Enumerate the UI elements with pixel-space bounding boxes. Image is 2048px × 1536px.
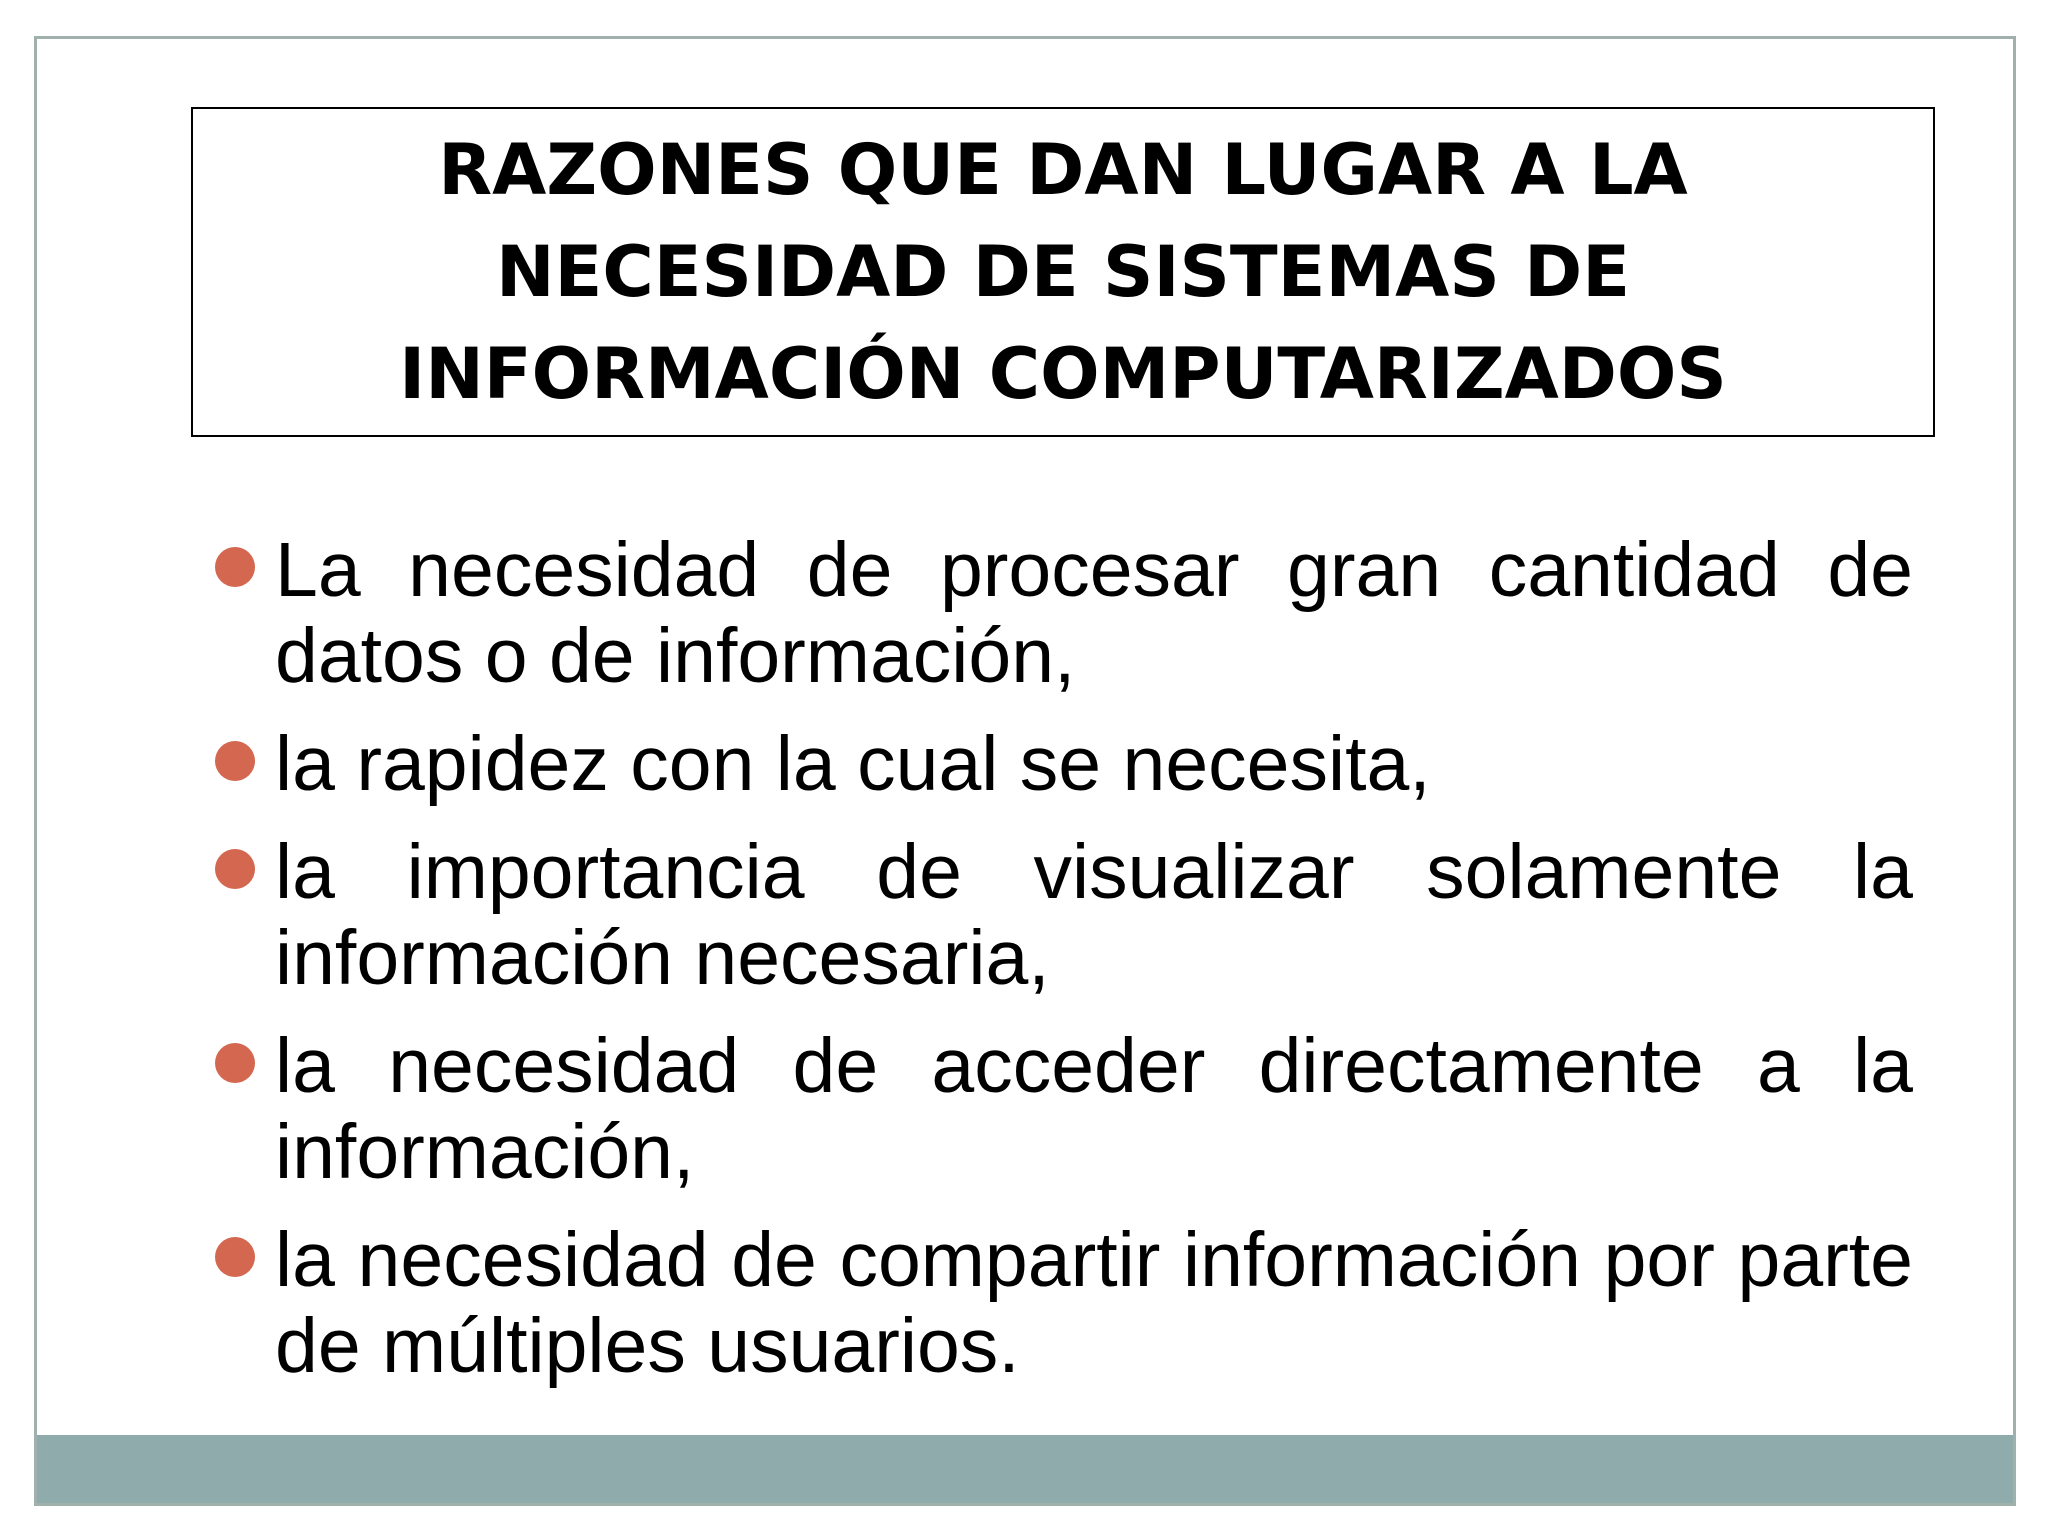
bullet-icon <box>215 741 255 781</box>
title-line-3: INFORMACIÓN COMPUTARIZADOS <box>399 333 1727 415</box>
bullet-icon <box>215 1043 255 1083</box>
slide-title <box>399 119 1727 425</box>
bullet-list <box>209 527 1913 1411</box>
list-item <box>209 1023 1913 1195</box>
list-item <box>209 1217 1913 1389</box>
bullet-icon <box>215 547 255 587</box>
bullet-text: la importancia de visualizar solamente la información necesaria, <box>275 829 1913 1001</box>
bullet-icon <box>215 1237 255 1277</box>
title-line-2: NECESIDAD DE SISTEMAS DE <box>495 231 1631 313</box>
list-item <box>209 829 1913 1001</box>
bullet-text: la rapidez con la cual se necesita, <box>275 721 1431 807</box>
list-item <box>209 527 1913 699</box>
title-box <box>191 107 1935 437</box>
bullet-icon <box>215 849 255 889</box>
bullet-text: la necesidad de acceder directamente a la información, <box>275 1023 1913 1195</box>
footer-band <box>37 1435 2013 1503</box>
list-item <box>209 721 1913 807</box>
bullet-text: la necesidad de compartir información por parte de múltiples usuarios. <box>275 1217 1913 1389</box>
bullet-text: La necesidad de procesar gran cantidad de datos o de información, <box>275 527 1913 699</box>
slide-frame <box>34 36 2016 1506</box>
title-line-1: RAZONES QUE DAN LUGAR A LA <box>438 129 1688 211</box>
